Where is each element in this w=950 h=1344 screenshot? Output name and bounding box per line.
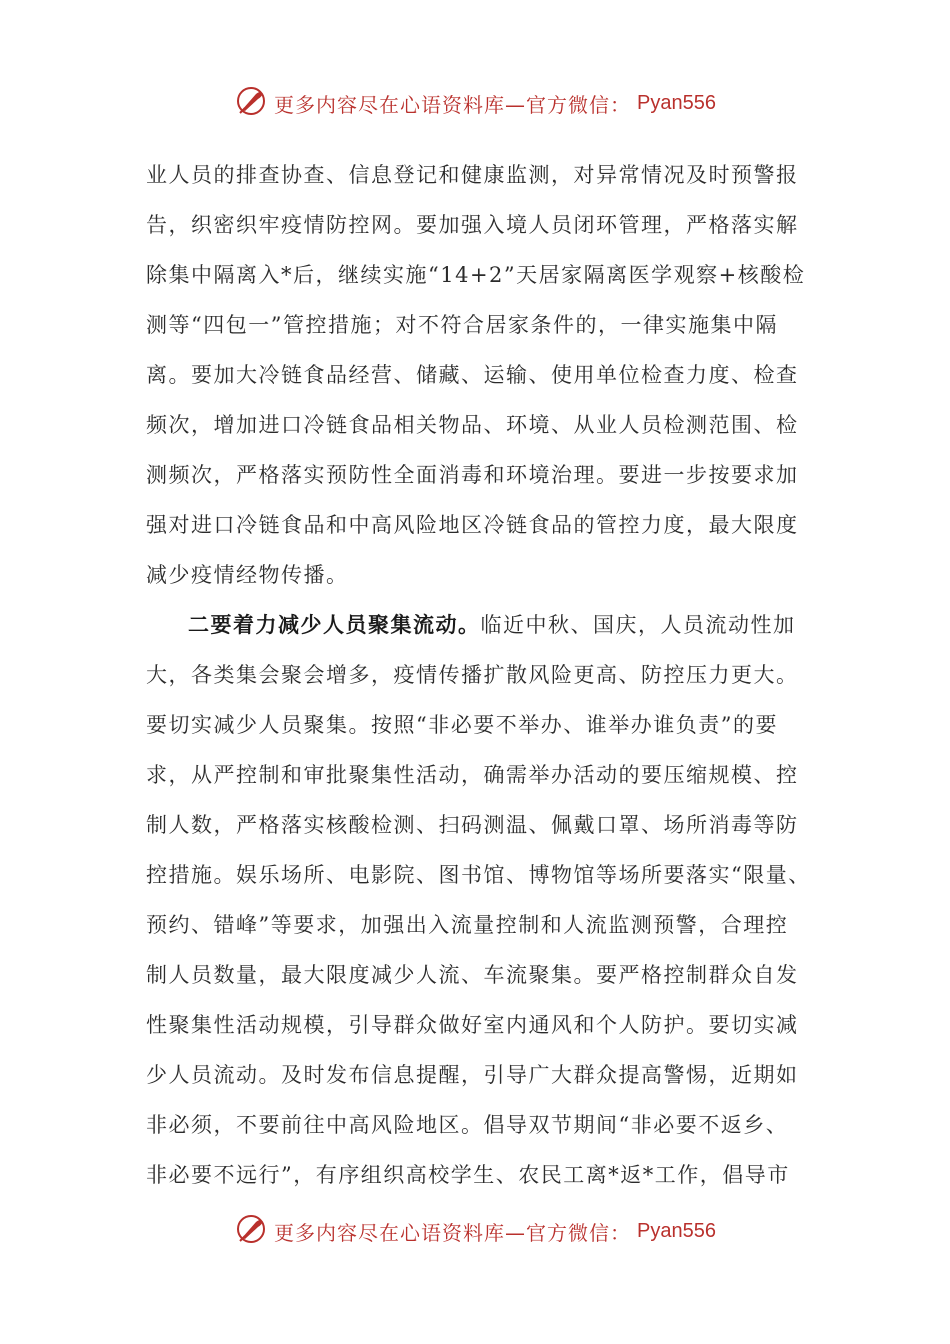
document-body [146,150,811,1200]
text-line: 测等“四包一”管控措施；对不符合居家条件的，一律实施集中隔 [146,313,778,337]
text-line: 离。要加大冷链食品经营、储藏、运输、使用单位检查力度、检查 [146,363,799,387]
text-line: 要切实减少人员聚集。按照“非必要不举办、谁举办谁负责”的要 [146,713,778,737]
text-line: 测频次，严格落实预防性全面消毒和环境治理。要进一步按要求加 [146,463,799,487]
text-line: 制人数，严格落实核酸检测、扫码测温、佩戴口罩、场所消毒等防 [146,813,799,837]
text-line: 控措施。娱乐场所、电影院、图书馆、博物馆等场所要落实“限量、 [146,863,811,887]
text-line: 业人员的排查协查、信息登记和健康监测，对异常情况及时预警报 [146,163,799,187]
footer-banner [0,1212,950,1250]
text-line: 制人员数量，最大限度减少人流、车流聚集。要严格控制群众自发 [146,963,799,987]
text-line: 非必须，不要前往中高风险地区。倡导双节期间“非必要不返乡、 [146,1113,789,1137]
text-line: 性聚集性活动规模，引导群众做好室内通风和个人防护。要切实减 [146,1013,799,1037]
text-line: 预约、错峰”等要求，加强出入流量控制和人流监测预警，合理控 [146,913,789,937]
text-line: 强对进口冷链食品和中高风险地区冷链食品的管控力度，最大限度 [146,513,799,537]
text-line: 减少疫情经物传播。 [146,563,349,587]
header-handle: Pyan556 [637,91,716,114]
text-line: 少人员流动。及时发布信息提醒，引导广大群众提高警惕，近期如 [146,1063,799,1087]
text-line: 大，各类集会聚会增多，疫情传播扩散风险更高、防控压力更大。 [146,663,799,687]
header-text: 更多内容尽在心语资料库—官方微信： [274,92,632,117]
text-line: 告，织密织牢疫情防控网。要加强入境人员闭环管理，严格落实解 [146,213,799,237]
text-line: 除集中隔离入*后，继续实施“14+2”天居家隔离医学观察+核酸检 [146,263,806,287]
quill-pen-logo-icon [234,84,268,122]
paragraph-text: 临近中秋、国庆，人员流动性加 [480,613,796,637]
footer-handle: Pyan556 [637,1219,716,1242]
text-line: 频次，增加进口冷链食品相关物品、环境、从业人员检测范围、检 [146,413,799,437]
paragraph-heading: 二要着力减少人员聚集流动。 [188,613,481,637]
header-banner [0,84,950,122]
footer-text: 更多内容尽在心语资料库—官方微信： [274,1220,632,1245]
text-line: 非必要不远行”，有序组织高校学生、农民工离*返*工作，倡导市 [146,1163,790,1187]
quill-pen-logo-icon [234,1212,268,1250]
paragraph-2-first-line [146,600,796,650]
text-line: 求，从严控制和审批聚集性活动，确需举办活动的要压缩规模、控 [146,763,799,787]
